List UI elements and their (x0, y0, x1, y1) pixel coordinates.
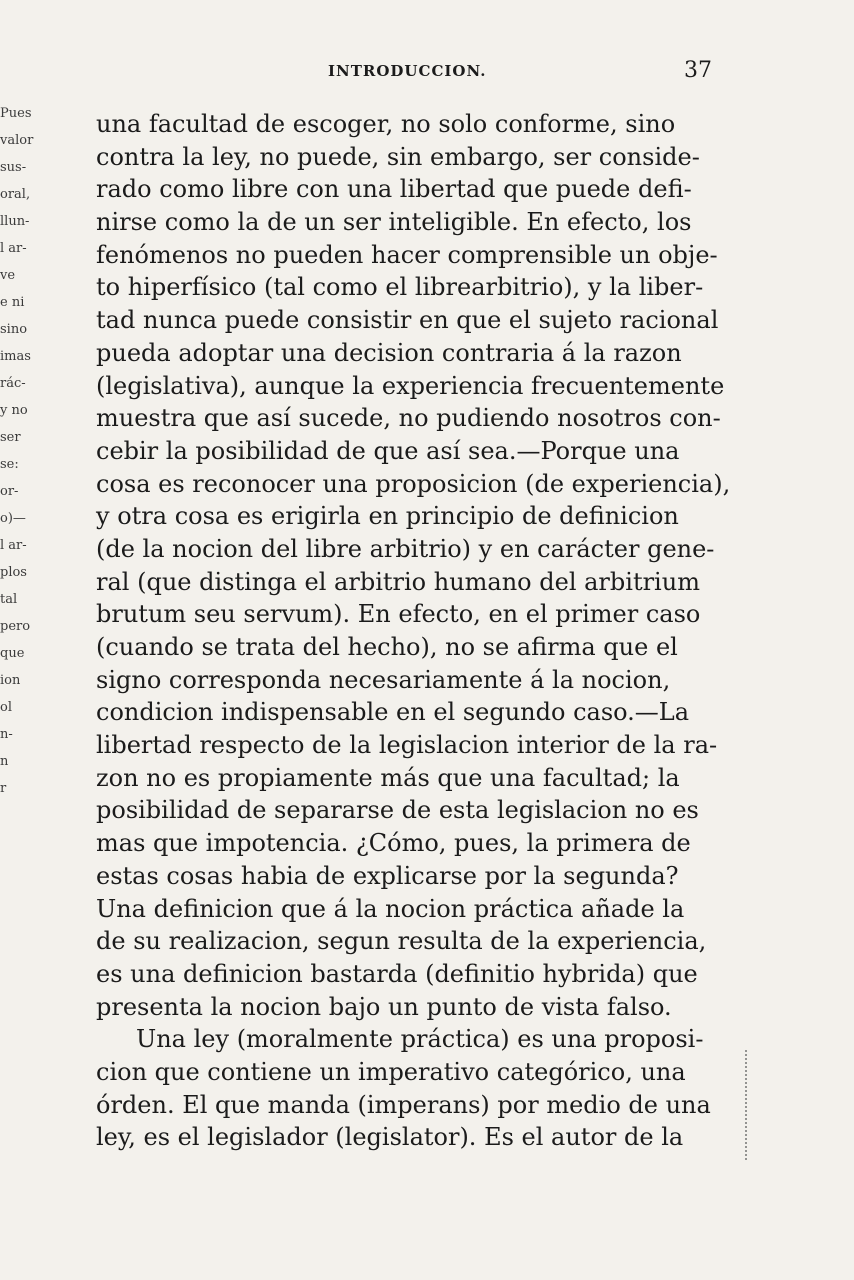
bleed-fragment: que (0, 646, 25, 661)
text-line: tad nunca puede consistir en que el sujeto racional (96, 306, 719, 335)
text-line: estas cosas habia de explicarse por la segunda? (96, 861, 679, 890)
bleed-fragment: ion (0, 673, 21, 688)
bleed-fragment: se: (0, 457, 19, 472)
text-line: es una definicion bastarda (definitio hybrida) que (96, 959, 698, 988)
facing-page-bleed (0, 100, 42, 802)
text-line: posibilidad de separarse de esta legislacion no es (96, 796, 699, 825)
text-line: to hiperfísico (tal como el librearbitrio), y la liber- (96, 273, 704, 302)
text-line: Una definicion que á la nocion práctica añade la (96, 894, 685, 923)
bleed-fragment: ve (0, 268, 16, 283)
text-line: muestra que así sucede, no pudiendo nosotros con- (96, 404, 721, 433)
text-line: zon no es propiamente más que una facultad; la (96, 763, 680, 792)
text-line: una facultad de escoger, no solo conforme, sino (96, 110, 676, 138)
text-line: nirse como la de un ser inteligible. En efecto, los (96, 208, 692, 237)
text-line: contra la ley, no puede, sin embargo, ser conside- (96, 142, 700, 171)
text-line: órden. El que manda (imperans) por medio de una (96, 1090, 711, 1119)
text-line: signo corresponda necesariamente á la nocion, (96, 665, 671, 694)
body-text (96, 108, 731, 1154)
bleed-fragment: plos (0, 565, 27, 580)
text-line: mas que impotencia. ¿Cómo, pues, la primera de (96, 829, 691, 858)
bleed-fragment: l ar- (0, 538, 27, 553)
text-line: y otra cosa es erigirla en principio de definicion (96, 502, 679, 531)
text-line: cion que contiene un imperativo categórico, una (96, 1057, 686, 1086)
bleed-fragment: llun- (0, 214, 30, 229)
bleed-fragment: pero (0, 619, 31, 634)
bleed-fragment: sus- (0, 160, 27, 175)
page-number: 37 (684, 58, 712, 83)
bleed-fragment: e ni (0, 295, 25, 310)
bleed-fragment: ser (0, 430, 21, 445)
text-line: presenta la nocion bajo un punto de vista falso. (96, 992, 672, 1021)
text-line: libertad respecto de la legislacion interior de la ra- (96, 731, 718, 760)
bleed-fragment: or- (0, 484, 19, 499)
text-line: (cuando se trata del hecho), no se afirma que el (96, 633, 678, 661)
bleed-fragment: valor (0, 133, 34, 148)
text-line: pueda adoptar una decision contraria á la razon (96, 338, 682, 367)
bleed-fragment: rác- (0, 376, 26, 391)
bleed-fragment: oral, (0, 187, 31, 202)
bleed-fragment: r (0, 781, 7, 796)
text-line: brutum seu servum). En efecto, en el primer caso (96, 600, 701, 629)
bleed-fragment: ol (0, 700, 12, 715)
bleed-fragment: sino (0, 322, 28, 337)
text-line: ral (que distinga el arbitrio humano del arbitrium (96, 567, 700, 596)
text-line: cebir la posibilidad de que así sea.—Porque una (96, 436, 680, 465)
bleed-fragment: Pues (0, 106, 32, 121)
text-line: de su realizacion, segun resulta de la experiencia, (96, 927, 707, 956)
text-line: rado como libre con una libertad que puede defi- (96, 175, 692, 204)
text-line: (legislativa), aunque la experiencia frecuentemente (96, 371, 725, 400)
text-line: condicion indispensable en el segundo caso.—La (96, 698, 690, 727)
text-line: Una ley (moralmente práctica) es una proposi- (136, 1025, 704, 1054)
bleed-fragment: n (0, 754, 9, 769)
bleed-fragment: n- (0, 727, 13, 742)
text-line: fenómenos no pueden hacer comprensible un obje- (96, 240, 718, 269)
bleed-fragment: tal (0, 592, 18, 607)
text-line: (de la nocion del libre arbitrio) y en carácter gene- (96, 534, 715, 563)
page-header (96, 58, 718, 92)
text-line: ley, es el legislador (legislator). Es el autor de la (96, 1123, 684, 1152)
bleed-fragment: o)— (0, 511, 26, 526)
bleed-fragment: y no (0, 403, 28, 418)
running-head: INTRODUCCION. (328, 62, 487, 80)
bleed-fragment: imas (0, 349, 31, 364)
binding-edge-marks (745, 1050, 761, 1160)
bleed-fragment: l ar- (0, 241, 27, 256)
text-line: cosa es reconocer una proposicion (de experiencia), (96, 469, 731, 498)
